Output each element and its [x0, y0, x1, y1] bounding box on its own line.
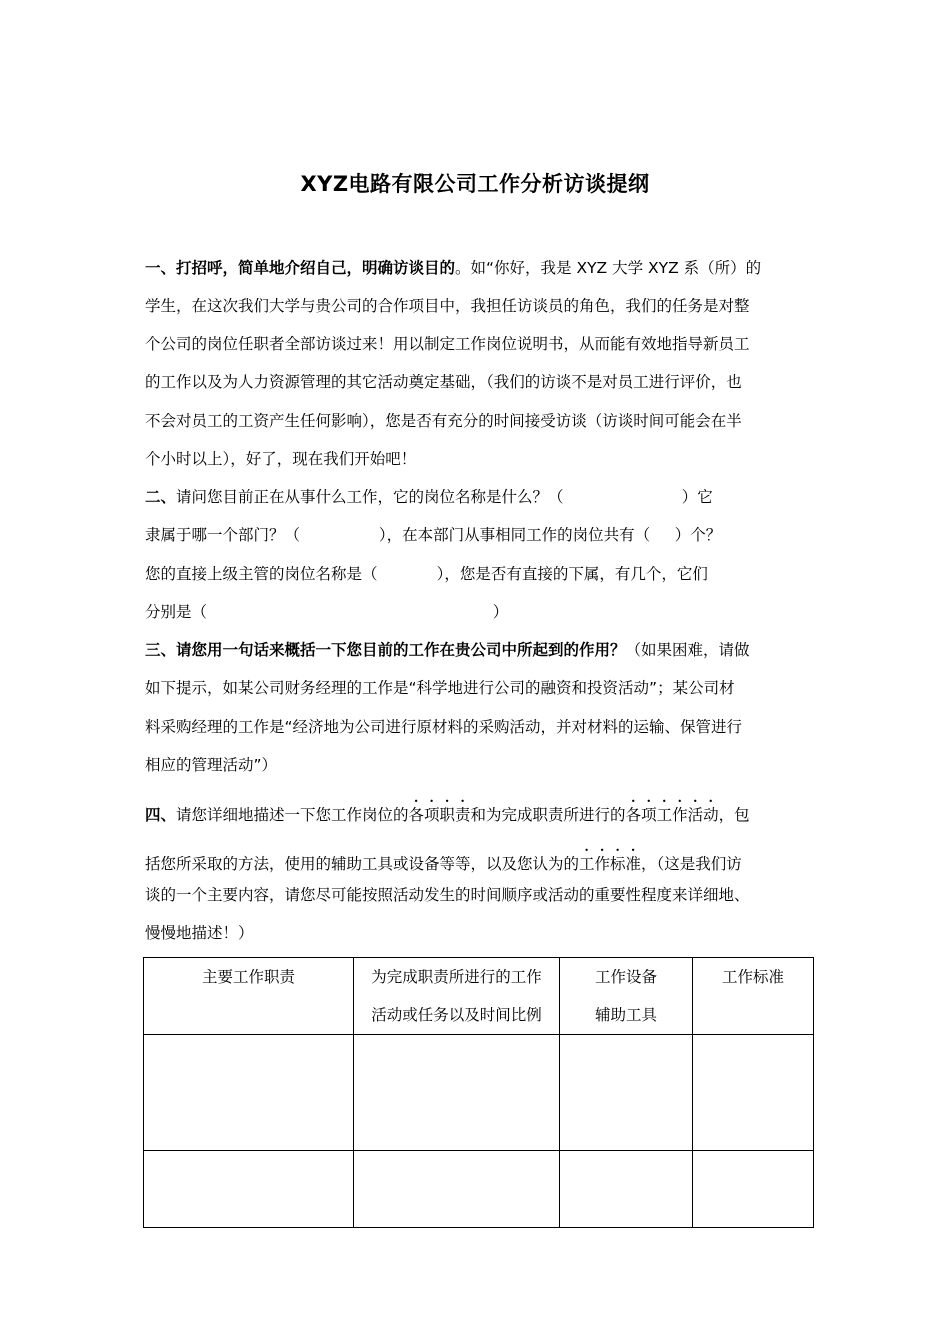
- section3-text: （如果困难，请做: [625, 641, 750, 659]
- header-text: 活动或任务以及时间比例: [371, 1006, 542, 1024]
- section2-heading: 二、: [145, 488, 177, 506]
- header-equipment: [560, 958, 693, 1035]
- table-cell[interactable]: [144, 1035, 354, 1151]
- table-cell[interactable]: [560, 1035, 693, 1151]
- page-title: XYZ电路有限公司工作分析访谈提纲: [300, 172, 650, 196]
- section4-heading: 四、: [145, 806, 177, 824]
- section4-line1: [145, 797, 750, 825]
- section1-heading: 一、打招呼，简单地介绍自己，明确访谈目的: [145, 259, 456, 277]
- section2-text: 请问您目前正在从事什么工作，它的岗位名称是什么？（ ）它: [176, 488, 713, 506]
- table-header-row: [144, 958, 814, 1035]
- section4-text-a: 请您详细地描述一下您工作岗位的: [176, 806, 409, 824]
- header-activities: [354, 958, 560, 1035]
- table-row: [144, 1151, 814, 1228]
- table-cell[interactable]: [693, 1035, 814, 1151]
- header-text: 工作标准: [721, 968, 784, 986]
- section1-line6: 个小时以上），好了，现在我们开始吧！: [145, 450, 417, 468]
- header-text: 工作设备: [594, 968, 657, 986]
- table-cell[interactable]: [354, 1151, 560, 1228]
- section4-line3: 谈的一个主要内容，请您尽可能按照活动发生的时间顺序或活动的重要性程度来详细地、: [145, 886, 750, 904]
- section1-line2: 学生，在这次我们大学与贵公司的合作项目中，我担任访谈员的角色，我们的任务是对整: [145, 297, 750, 315]
- section4-text-c: ，包: [718, 806, 750, 824]
- section3-line4: 相应的管理活动”）: [145, 756, 278, 774]
- table-cell[interactable]: [354, 1035, 560, 1151]
- section3-heading: 三、请您用一句话来概括一下您目前的工作在贵公司中所起到的作用？: [145, 641, 626, 659]
- section4-line2: [145, 846, 742, 874]
- section1-text: 。如“你好，我是 XYZ 大学 XYZ 系（所）的: [455, 259, 762, 277]
- section3-line2: 如下提示，如某公司财务经理的工作是“科学地进行公司的融资和投资活动”；某公司材: [145, 679, 735, 697]
- header-main-duties: [144, 958, 354, 1035]
- section2-line4: 分别是（ ）: [145, 603, 509, 621]
- section2-line2: 隶属于哪一个部门？（ ），在本部门从事相同工作的岗位共有（ ）个？: [145, 526, 722, 544]
- emphasis-standard: 工作标准: [579, 855, 642, 873]
- emphasis-activities: 各项工作活动: [625, 806, 719, 824]
- section4-text-e: ，（这是我们访: [641, 855, 742, 873]
- section1-line1: [145, 258, 761, 278]
- section2-line1: [145, 487, 713, 507]
- section3-line3: 料采购经理的工作是“经济地为公司进行原材料的采购活动，并对材料的运输、保管进行: [145, 718, 743, 736]
- header-text: 为完成职责所进行的工作: [371, 968, 542, 986]
- table-row: [144, 1035, 814, 1151]
- section2-line3: 您的直接上级主管的岗位名称是（ ），您是否有直接的下属，有几个，它们: [145, 565, 708, 583]
- table-cell[interactable]: [560, 1151, 693, 1228]
- table-cell[interactable]: [693, 1151, 814, 1228]
- section1-line3: 个公司的岗位任职者全部访谈过来！用以制定工作岗位说明书，从而能有效地指导新员工: [145, 335, 750, 353]
- emphasis-duties: 各项职责: [408, 806, 471, 824]
- section4-text-d: 括您所采取的方法，使用的辅助工具或设备等等，以及您认为的: [145, 855, 580, 873]
- header-text: 主要工作职责: [201, 968, 295, 986]
- header-text: 辅助工具: [594, 1006, 657, 1024]
- section1-line5: 不会对员工的工资产生任何影响），您是否有充分的时间接受访谈（访谈时间可能会在半: [145, 412, 742, 430]
- header-standard: [693, 958, 814, 1035]
- section3-line1: [145, 640, 750, 660]
- section4-line4: 慢慢地描述！）: [145, 924, 254, 942]
- table-cell[interactable]: [144, 1151, 354, 1228]
- section1-line4: 的工作以及为人力资源管理的其它活动奠定基础，（我们的访谈不是对员工进行评价，也: [145, 373, 742, 391]
- duties-table: [143, 957, 814, 1228]
- section4-text-b: 和为完成职责所进行的: [470, 806, 626, 824]
